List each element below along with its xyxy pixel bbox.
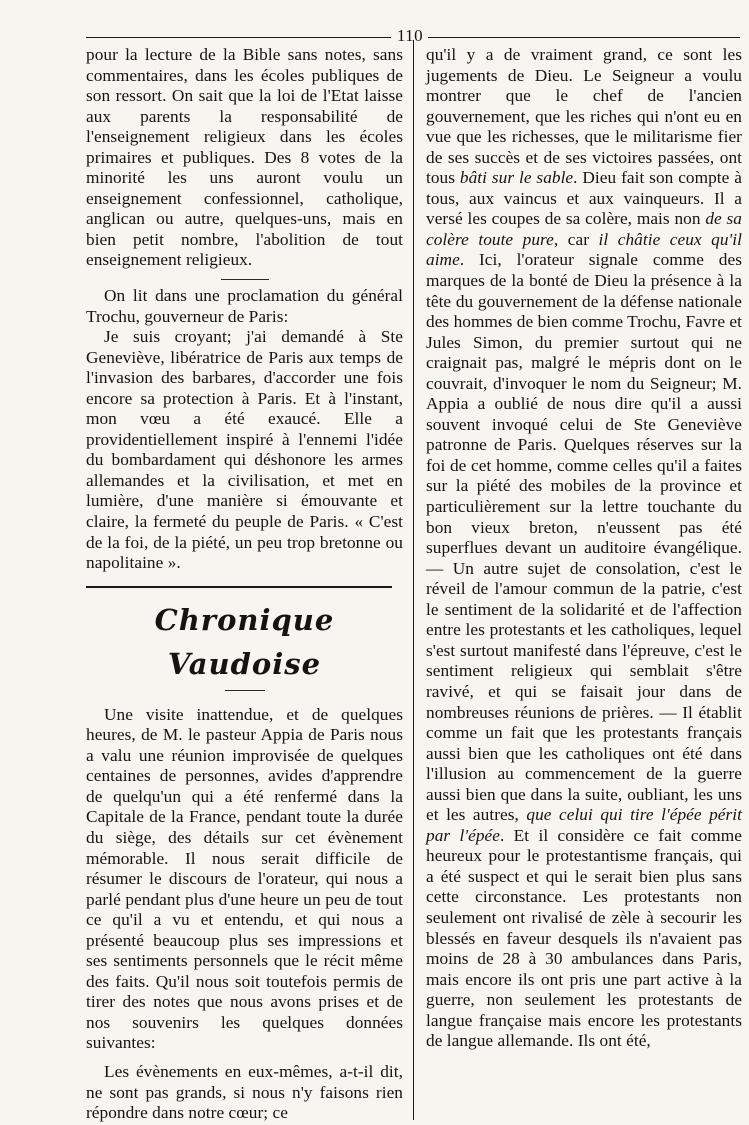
left-column: [86, 45, 403, 1124]
text-segment: qu'il y a de vraiment grand, ce sont les jugements de Dieu. Le Seigneur a voulu montrer que le chef de l'ancien gouvernement, que les riches qui n'ont eu en vue que les richesses, que le militarisme fier de ses succès et de ses victoires passées, ont tous: [426, 45, 742, 188]
section-rule: [86, 586, 392, 588]
column-divider: [413, 40, 414, 1120]
italic-phrase: il châtie ceux qu'il aime: [426, 229, 742, 270]
italic-phrase: de sa colère toute pure: [426, 209, 742, 249]
italic-phrase: bâti sur le sable: [459, 168, 574, 188]
proclamation-quote: Je suis croyant; j'ai demandé à Ste Geneviève, libératrice de Paris aux temps de l'invasion des barbares, d'accorder une fois encore sa protection à Paris. Et à l'instant, mon vœu a été exaucé. Elle a providentiellement inspiré à l'ennemi l'idée du bombardament qui déshonore les armes allemandes et la civilisation, et met en lumière, d'une manière si émouvante et claire, la fermeté du peuple de Paris. « C'est de la foi, de la piété, un peu trop bretonne ou napolitaine ».: [86, 327, 403, 573]
section-title: Chronique Vaudoise: [154, 602, 335, 681]
text-segment: . Dieu fait son compte à tous, aux vaincus et aux vainqueurs. Il a versé les coupes de sa colère, mais non: [426, 168, 742, 229]
text-segment: . Et il considère ce fait comme heureux pour le protestantisme français, qui a été suspect et qui le serait bien plus sans cette circonstance. Les protestants non seulement ont rivalisé de zèle à secourir les blessés en faveur desquels ils n'avaient pas moins de 28 à 30 ambulances dans Paris, mais encore ils ont pris une part active à la guerre, non seulement les protestants de langue française mais encore les protestants de langue allemande. Ils ont été,: [426, 825, 742, 1051]
italic-phrase: que celui qui tire l'épée périt par l'épée: [426, 805, 742, 845]
separator: [221, 279, 269, 280]
paragraph-proclamation-intro: On lit dans une proclamation du général Trochu, gouverneur de Paris:: [86, 286, 403, 326]
header-rule-left: [86, 37, 391, 38]
header-rule-right: [428, 37, 740, 38]
title-separator: [225, 690, 265, 691]
paragraph-visit-appia: Une visite inattendue, et de quelques heures, de M. le pasteur Appia de Paris nous a valu une réunion improvisée de quelques centaines de personnes, avides d'apprendre de quelqu'un qui a été renfermé dans la Capitale de la France, pendant toute la durée du siège, des détails sur cet évènement mémorable. Il nous serait difficile de résumer le discours de l'orateur, qui nous a parlé pendant plus d'une heure un peu de tout ce qu'il a vu et entendu, et qui nous a présenté beaucoup plus ses impressions et ses sentiments personnels que le récit même des faits. Qu'il nous soit toutefois permis de tirer des notes que nous avons prises et de nos souvenirs les quelques données suivantes:: [86, 704, 403, 1053]
text-segment: , car: [553, 229, 599, 249]
paragraph-gap: [86, 1054, 403, 1062]
page-number: 110: [394, 26, 426, 46]
right-column: [426, 45, 742, 1052]
paragraph-bible-schools: pour la lecture de la Bible sans notes, sans commentaires, dans les écoles publiques de son ressort. On sait que la loi de l'Etat laisse aux parents la responsabilité de l'enseignement religieux dans les écoles primaires et publiques. Des 8 votes de la minorité les uns auront voulu un enseignement confessionnel, catholique, anglican ou autre, quelques-uns, mais en bien petit nombre, l'abolition de tout enseignement religieux.: [86, 45, 403, 270]
paragraph-events: Les évènements en eux-mêmes, a-t-il dit, ne sont pas grands, si nous n'y faisons rien répondre dans notre cœur; ce: [86, 1061, 403, 1123]
paragraph-judgments: [426, 45, 742, 1052]
text-segment: . Ici, l'orateur signale comme des marques de la bonté de Dieu la présence à la tête du gouvernement de la défense nationale des hommes de bien comme Trochu, Favre et Jules Simon, du premier surtout qui ne craignait pas, malgré le mépris dont on le couvrait, d'invoquer le nom du Seigneur; M. Appia a oublié de nous dire qu'il a aussi souvent invoqué celui de Ste Geneviève patronne de Paris. Quelques réserves sur la foi de cet homme, comme celles qu'il a faites sur la piété des mobiles de la province et particulièrement sur la lettre touchante du bon vieux breton, n'eussent pas été superflues devant un auditoire évangélique. — Un autre sujet de consolation, c'est le réveil de l'amour commun de la patrie, c'est le sentiment de la solidarité et de l'affection entre les protestants et les catholiques, lequel s'est surtout manifesté dans l'épreuve, c'est le sentiment religieux qui semblait s'être ravivé, et qui se faisait jour dans de nombreuses réunions de prières. — Il établit comme un fait que les protestants français aussi bien que les catholiques ont été dans l'illusion au commencement de la guerre aussi bien que dans la suite, oubliant, les uns et les autres,: [426, 250, 742, 825]
